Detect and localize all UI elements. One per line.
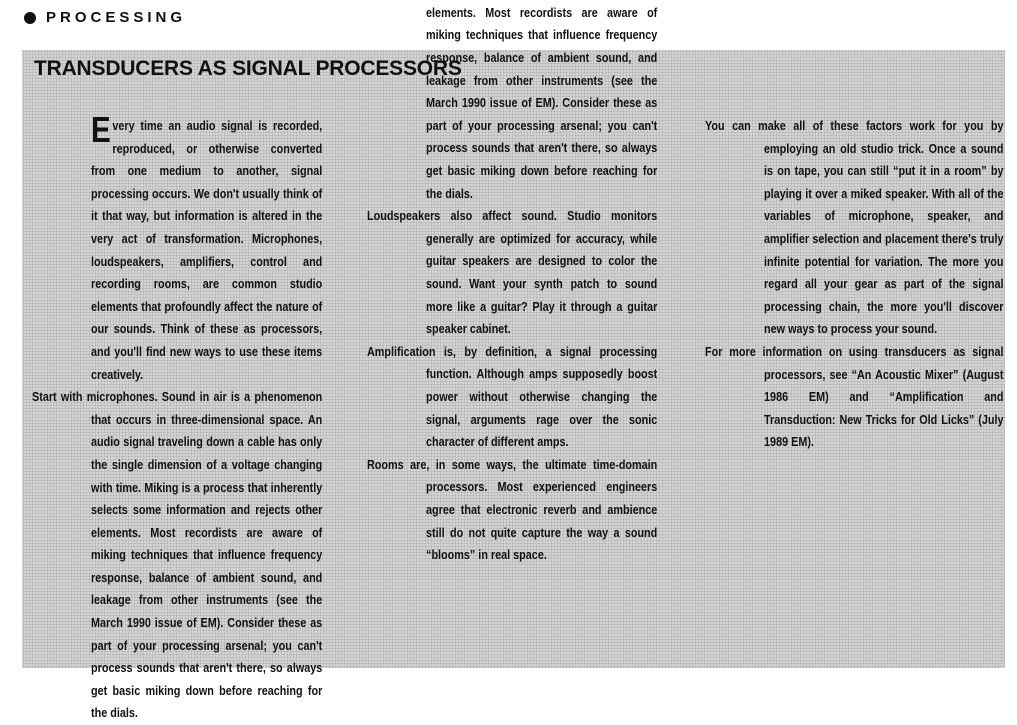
section-header [24,9,186,26]
bullet-icon [24,12,36,24]
drop-cap: E [91,109,111,150]
paragraph-more-info: For more information on using transducers as signal processors, see “An Acoustic Mixer” (August 1986 EM) and “Amplification and Transduction: New Tricks for Old Licks” (July 1989 EM). [705,343,1004,450]
paragraph-intro [32,109,323,386]
paragraph-microphones-cont: elements. Most recordists are aware of miking techniques that influence frequency response, balance of ambient sound, and leakage from other instruments (see the March 1990 issue of EM). Consider these as part of your processing arsenal; you can't process sounds that aren't there, so always get basic miking down before reaching for the dials. [426,4,658,201]
section-label: PROCESSING [46,9,187,26]
column-2-body [367,4,658,635]
paragraph-microphones: Start with microphones. Sound in air is a phenomenon that occurs in three-dimensional space. An audio signal traveling down a cable has only the single dimension of a voltage changing with time. Miking is a process that inherently selects some information and rejects other elements. Most recordists are aware of miking techniques that influence frequency response, balance of ambient sound, and leakage from other instruments (see the March 1990 issue of EM). Consider these as part of your processing arsenal; you can't process sounds that aren't there, so always get basic miking down before reaching for the dials. [32,389,323,721]
paragraph-loudspeakers: Loudspeakers also affect sound. Studio monitors generally are optimized for accuracy, while guitar speakers are designed to color the sound. Want your synth patch to sound more like a guitar? Play it through a guitar speaker cabinet. [367,208,658,337]
paragraph-you-can: You can make all of these factors work for you by employing an old studio trick. Once a sound is on tape, you can still “put it in a room” by playing it over a miked speaker. With all of the variables of microphone, speaker, and amplifier selection and placement there's truly infinite potential for variation. The more you regard all your gear as part of the signal processing chain, the more you'll discover new ways to process your sound. [705,118,1004,337]
paragraph-rooms: Rooms are, in some ways, the ultimate time-domain processors. Most experienced engineers agree that electronic reverb and ambience still do not quite capture the way a sound “blooms” in real space. [367,456,658,563]
article-title: TRANSDUCERS AS SIGNAL PROCESSORS [34,57,462,80]
column-3 [705,115,1003,635]
column-1 [32,109,323,721]
column-2-continuation [367,4,658,205]
paragraph-amplification: Amplification is, by definition, a signal processing function. Although amps supposedly boost power without otherwise changing the signal, arguments rage over the sonic character of different amps. [367,343,658,450]
paragraph-intro-text: very time an audio signal is recorded, reproduced, or otherwise converted from one medium to another, signal processing occurs. We don't usually think of it that way, but information is altered in the very act of transformation. Microphones, loudspeakers, amplifiers, control and recording rooms, are common studio elements that profoundly affect the nature of our sounds. Think of these as processors, and you'll find new ways to use these items creatively. [91,118,323,382]
